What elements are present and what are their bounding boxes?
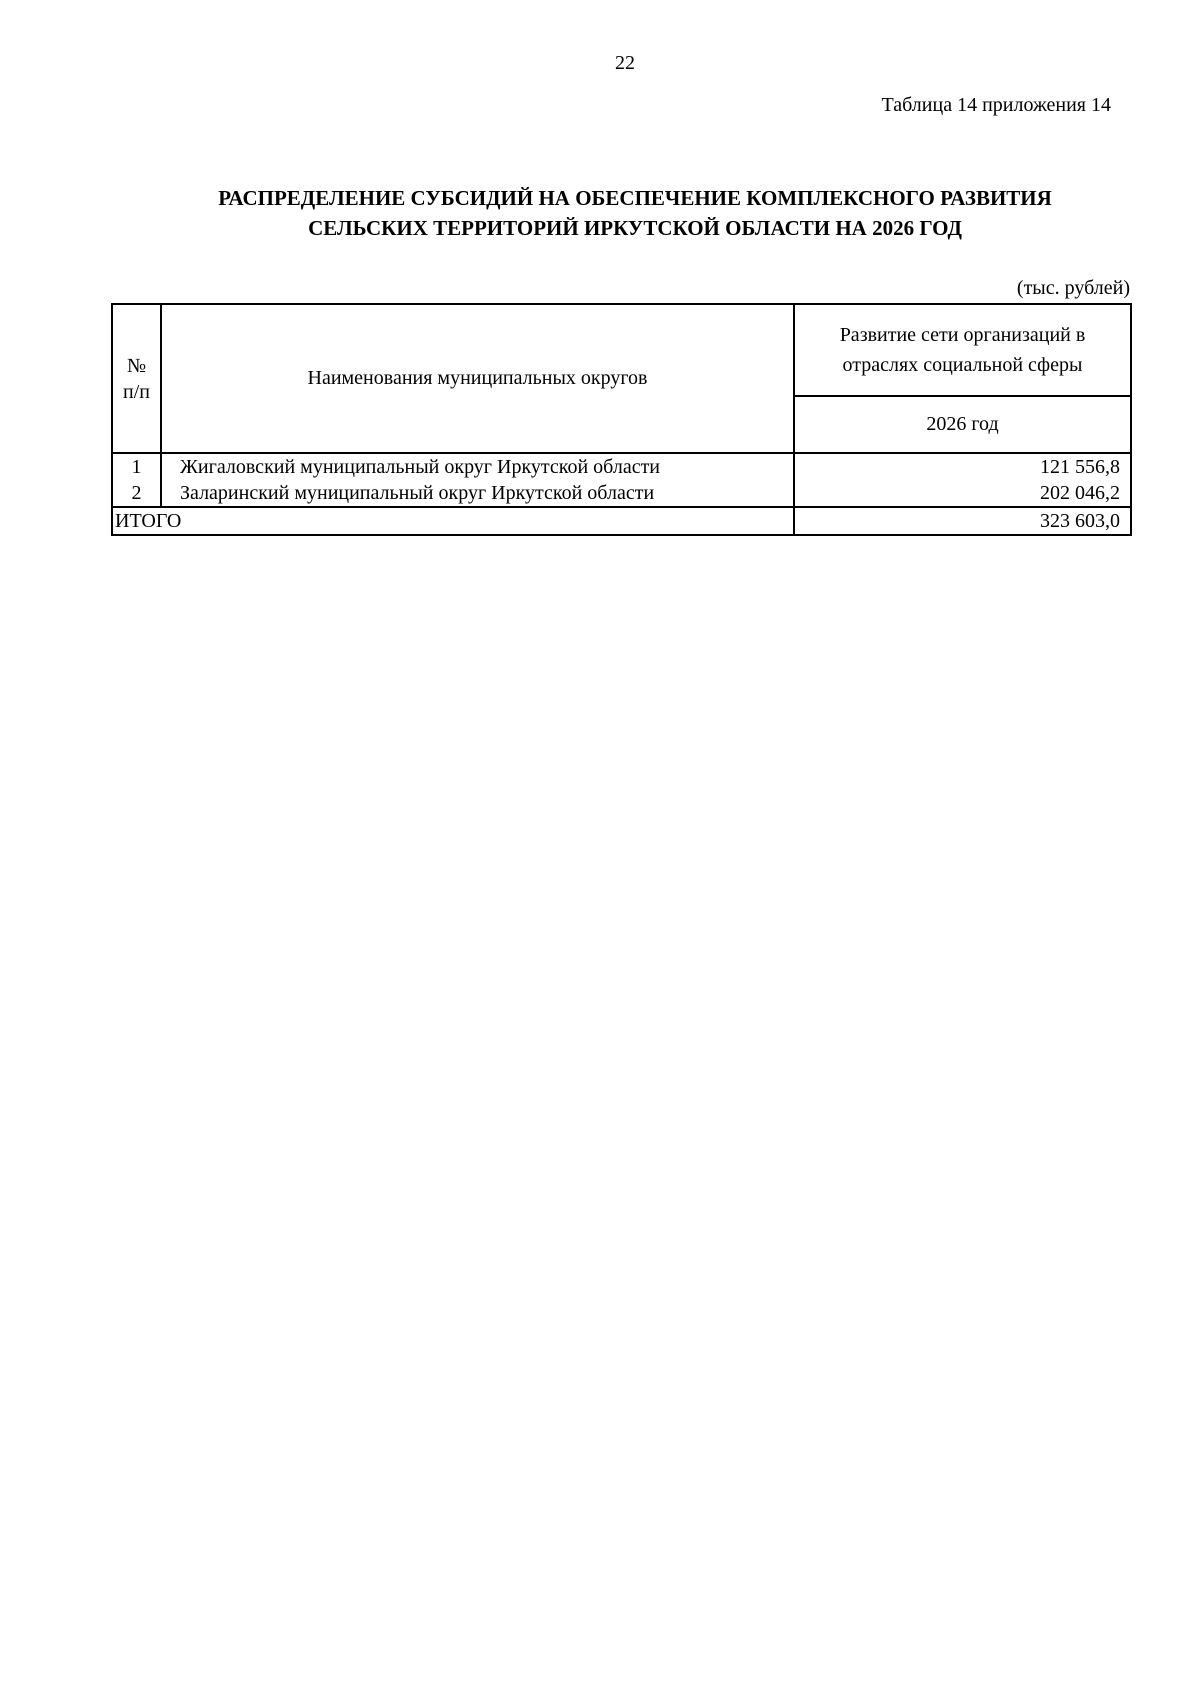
table-row (112, 453, 1131, 480)
row-value: 202 046,2 (794, 480, 1131, 507)
header-group-line-1: Развитие сети организаций в (839, 324, 1086, 346)
document-title (100, 183, 1170, 243)
header-number-symbol: № (126, 354, 147, 377)
total-value: 323 603,0 (794, 507, 1131, 535)
table-row (112, 480, 1131, 507)
total-label: ИТОГО (112, 507, 794, 535)
row-name: Заларинский муниципальный округ Иркутской области (161, 480, 794, 507)
header-year: 2026 год (794, 396, 1131, 453)
header-number (112, 304, 161, 453)
document-title-line-2: СЕЛЬСКИХ ТЕРРИТОРИЙ ИРКУТСКОЙ ОБЛАСТИ НА 2026 ГОД (308, 216, 962, 240)
table-reference: Таблица 14 приложения 14 (881, 94, 1111, 116)
row-number: 2 (112, 480, 161, 507)
page-number: 22 (615, 52, 635, 74)
total-row (112, 507, 1131, 535)
subsidy-table (111, 303, 1132, 536)
header-group (794, 304, 1131, 396)
units-label: (тыс. рублей) (1016, 277, 1130, 299)
header-group-line-2: отраслях социальной сферы (842, 354, 1083, 376)
row-number: 1 (112, 453, 161, 480)
header-name: Наименования муниципальных округов (161, 304, 794, 453)
row-name: Жигаловский муниципальный округ Иркутской области (161, 453, 794, 480)
header-number-abbr: п/п (123, 380, 150, 403)
row-value: 121 556,8 (794, 453, 1131, 480)
table-header-row (112, 304, 1131, 396)
document-title-line-1: РАСПРЕДЕЛЕНИЕ СУБСИДИЙ НА ОБЕСПЕЧЕНИЕ КОМПЛЕКСНОГО РАЗВИТИЯ (218, 186, 1052, 210)
